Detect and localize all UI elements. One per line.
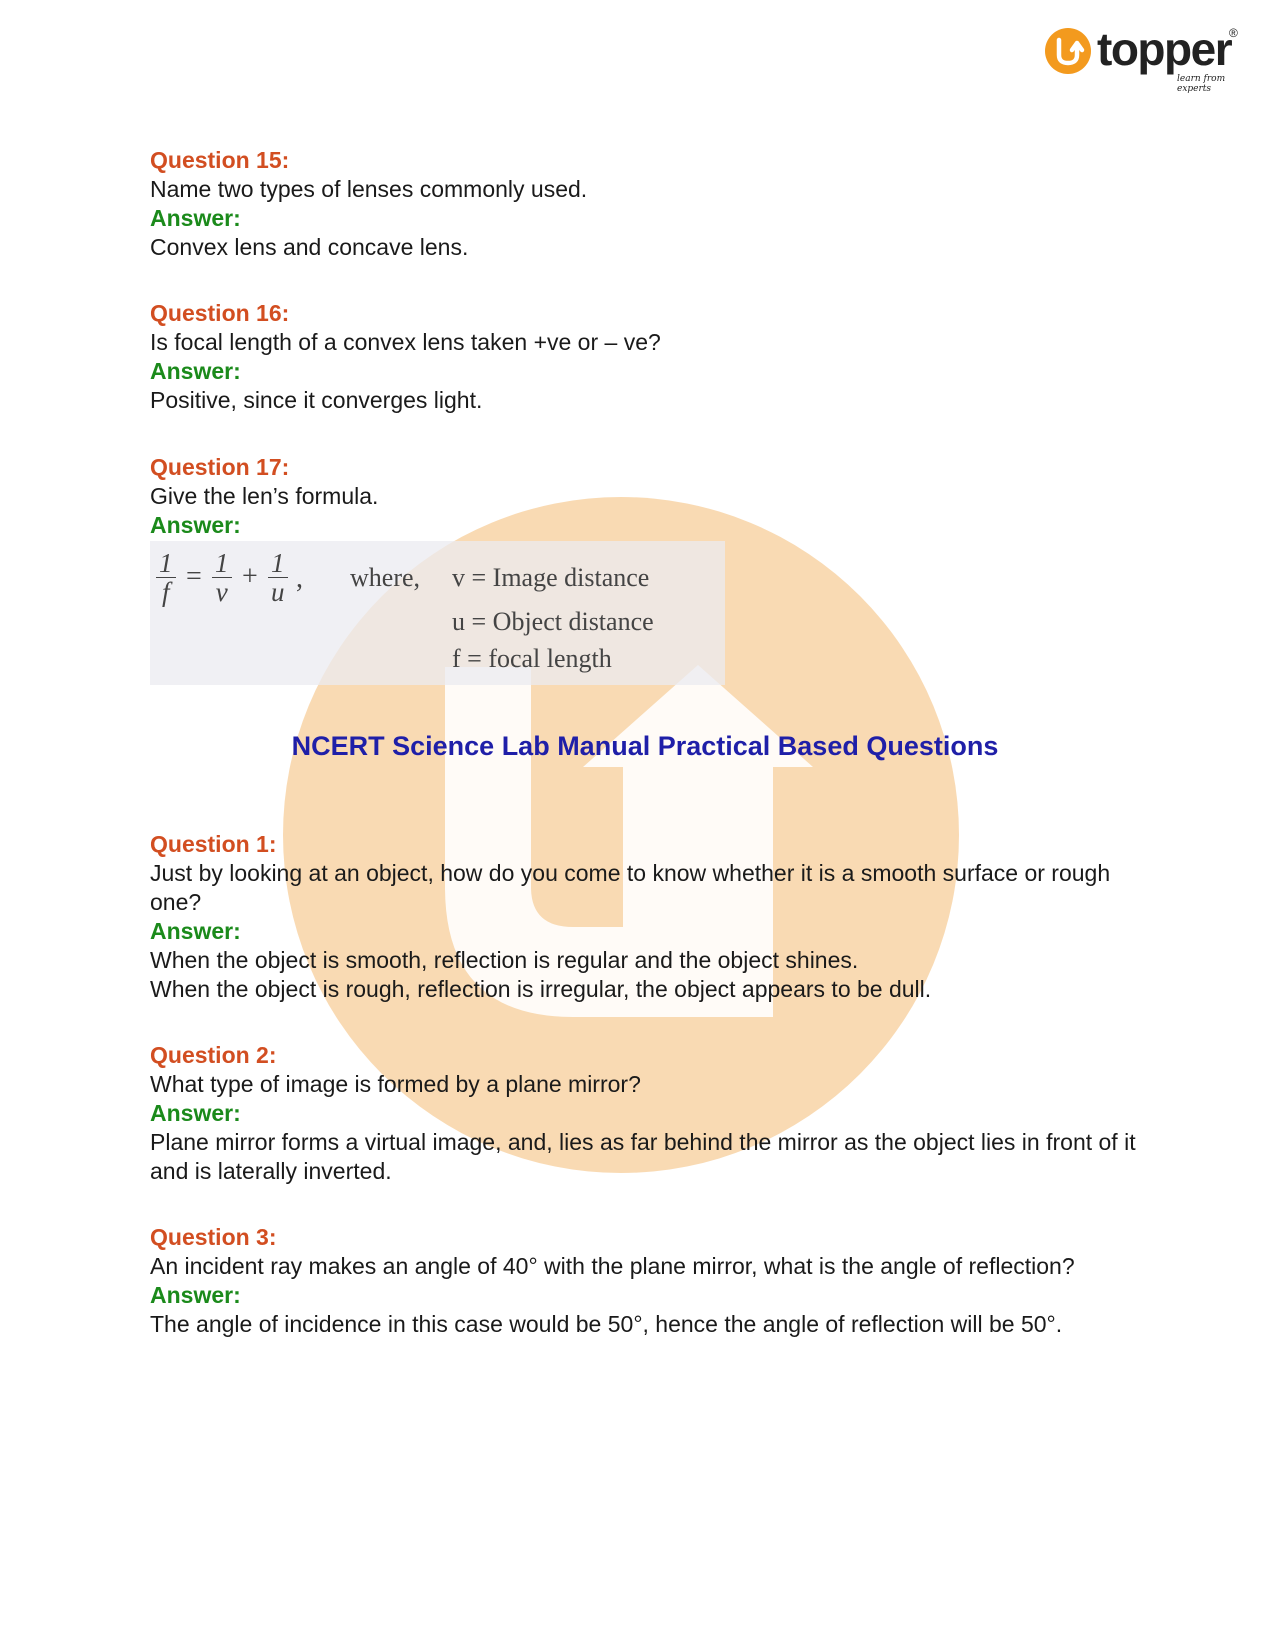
question-label: Question 1: bbox=[150, 831, 277, 857]
answer-label: Answer: bbox=[150, 1282, 241, 1308]
formula-v-definition: v = Image distance bbox=[452, 563, 650, 592]
question-block-17 bbox=[150, 453, 1140, 685]
formula-comma: , bbox=[296, 563, 303, 594]
question-text: What type of image is formed by a plane mirror? bbox=[150, 1071, 641, 1097]
answer-label: Answer: bbox=[150, 512, 241, 538]
question-block-16 bbox=[150, 299, 1140, 415]
answer-text: Convex lens and concave lens. bbox=[150, 234, 469, 260]
formula-lhs-num: 1 bbox=[156, 549, 176, 578]
question-text: Just by looking at an object, how do you come to know whether it is a smooth surface or rough one? bbox=[150, 860, 1111, 915]
formula-where: where, bbox=[350, 563, 421, 592]
lab-question-block-3 bbox=[150, 1223, 1140, 1339]
formula-v-den: v bbox=[215, 577, 228, 607]
formula-term-u bbox=[268, 549, 288, 606]
answer-text: Positive, since it converges light. bbox=[150, 387, 483, 413]
question-text: Give the len’s formula. bbox=[150, 483, 379, 509]
question-label: Question 16: bbox=[150, 300, 290, 326]
answer-text: When the object is smooth, reflection is regular and the object shines. bbox=[150, 947, 859, 973]
answer-text: When the object is rough, reflection is irregular, the object appears to be dull. bbox=[150, 976, 932, 1002]
formula-u-den: u bbox=[271, 577, 285, 607]
question-block-15 bbox=[150, 146, 1140, 262]
question-label: Question 17: bbox=[150, 454, 290, 480]
question-text: Name two types of lenses commonly used. bbox=[150, 176, 588, 202]
formula-v-num: 1 bbox=[212, 549, 232, 578]
formula-u-definition: u = Object distance bbox=[452, 607, 654, 636]
formula-u-num: 1 bbox=[268, 549, 288, 578]
answer-text: The angle of incidence in this case would be 50°, hence the angle of reflection will be 50°. bbox=[150, 1311, 1063, 1337]
formula-equals: = bbox=[186, 561, 202, 592]
question-label: Question 2: bbox=[150, 1042, 277, 1068]
logo-tagline: learn from experts bbox=[1177, 74, 1226, 94]
answer-text: Plane mirror forms a virtual image, and, lies as far behind the mirror as the object lies in front of it and is laterally inverted. bbox=[150, 1129, 1136, 1184]
registered-mark: ® bbox=[1229, 26, 1238, 40]
section-heading: NCERT Science Lab Manual Practical Based Questions bbox=[291, 731, 999, 761]
logo-u-icon bbox=[1045, 28, 1091, 74]
formula-lhs bbox=[156, 549, 176, 606]
answer-label: Answer: bbox=[150, 205, 241, 231]
lens-formula-image bbox=[150, 541, 725, 685]
formula-lhs-den: f bbox=[161, 577, 170, 607]
logo-wordmark: topper bbox=[1097, 23, 1232, 75]
lab-question-block-2 bbox=[150, 1041, 1140, 1186]
answer-label: Answer: bbox=[150, 1100, 241, 1126]
question-label: Question 15: bbox=[150, 147, 290, 173]
question-text: Is focal length of a convex lens taken +ve or – ve? bbox=[150, 329, 661, 355]
formula-plus: + bbox=[242, 561, 258, 592]
document-body bbox=[150, 146, 1140, 1376]
formula-f-definition: f = focal length bbox=[452, 644, 612, 673]
question-text: An incident ray makes an angle of 40° with the plane mirror, what is the angle of reflection? bbox=[150, 1253, 1075, 1279]
topper-logo bbox=[1045, 23, 1245, 94]
lab-question-block-1 bbox=[150, 830, 1140, 1004]
answer-label: Answer: bbox=[150, 358, 241, 384]
formula-term-v bbox=[212, 549, 232, 606]
answer-label: Answer: bbox=[150, 918, 241, 944]
question-label: Question 3: bbox=[150, 1224, 277, 1250]
